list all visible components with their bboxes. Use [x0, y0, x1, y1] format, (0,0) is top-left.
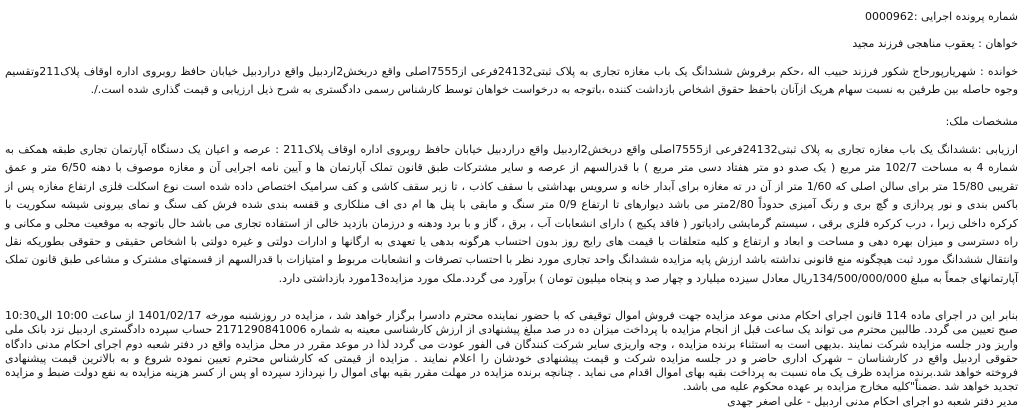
auction-line — [5, 323, 1018, 337]
property-heading — [5, 114, 1018, 130]
line-text: فروخته خواهد شد.برنده مزایده ظرف یک ماه نسبت به پرداخت بقیه بهای اموال اقدام می نماید . چنانچه برنده مزایده در مهلت مقرر بقیه بهای اموال را نپردازد سپرده او پس از کسر هزینه مزایده به نفع دولت ضبط و مزایده — [5, 366, 1018, 380]
plaintiff-line — [5, 36, 1018, 52]
plaintiff-block — [5, 36, 1018, 52]
line-text: تقریبی 15/80 متر برای سالن اصلی که 1/60 متر از آن در ته مغازه برای آبدار خانه و سرویس بهداشتی با سقف کاذب ، تا زیر سقف کاشی و کف سرامیک اختصاص داده شده است نوع اسکلت فلزی ارتفاع مغازه پس از — [5, 179, 1019, 193]
line-text: شماره 4 به مساحت 102/7 متر مربع ( یک صدو دو متر هفتاد دسی متر مربع ) با قدرالسهم از عرصه و سایر مشترکات طبق قانون تملک آپارتمان ها و آیین نامه اجرایی آن و مغازه موصوف با دهنه 6/50 متر و عمق — [5, 161, 1018, 175]
appraisal-line — [5, 141, 1018, 159]
line-text: خوانده : شهریارپورحاج شکور فرزند حبیب اله ،حکم برفروش ششدانگ یک باب مغازه تجاری به پلاک ثبتی24132فرعی از7555اصلی واقع دربخش2اردبیل واقع دراردبیل خیابان حافظ روبروی اداره اوقاف پلاک211وتقسیم — [5, 65, 1018, 78]
plaintiff-text: خواهان : یعقوب مناهجی فرزند مجید — [852, 37, 1018, 50]
auction-line — [5, 352, 1018, 366]
signature-line — [5, 395, 1018, 409]
appraisal-line — [5, 233, 1018, 251]
appraisal-line — [5, 159, 1018, 177]
appraisal-line — [5, 215, 1018, 233]
line-text: راه دسترسی و میزان بهره دهی و مساحت و ابعاد و ارتفاع و کلیه متعلقات با قیمت های رایج روز بدون احتساب هرگونه بدهی یا تعهدی به ارگانها و ادارات دولتی و غیره دولتی با اشخاص حقیقی و حقوقی بطوریکه نقل — [5, 235, 1018, 249]
case-number-text: شماره پرونده اجرایی :0000962 — [864, 10, 1018, 23]
appraisal-line — [5, 178, 1018, 196]
line-text: کرکره داخلی زبرا ، درب کرکره فلزی برقی ، سیستم گرمایشی رادیاتور ( فاقد پکیج ) دارای انشعابات آب ، برق ، گاز و با برد ودهنه و درزمان بازدید خالی از استفاده تجاری می باشد حال باتوجه به موقعیت محلی و مکانی و — [5, 216, 1018, 230]
defendant-line — [5, 63, 1018, 81]
defendant-paragraph — [5, 63, 1018, 99]
auction-line — [5, 309, 1018, 323]
line-text: واریز ودر جلسه مزایده شرکت نمایند .بدیهی است به استثناء برنده مزایده ، وجه واریزی سایر شرکت کنندگان فی الفور عودت می گردد لذا در موعد مقرر در محل مزایده واقع در دفتر شعبه دوم اجرای احکام مدنی دادگاه — [5, 337, 1018, 351]
appraisal-paragraph — [5, 141, 1018, 288]
case-number-block — [5, 9, 1018, 25]
line-text: حقوقی اردبیل واقع در کارشناسان – شهرک اداری حاضر و در جلسه مزایده شرکت و قیمت پیشنهادی خودشان را اعلام نمایند . مزایده از قیمتی که کارشناس محترم تعیین نموده شروع و به بالاترین قیمت پیشنهادی — [5, 351, 1018, 365]
line-text: تجدید خواهد شد .ضمناً"کلیه مخارج مزایده بر عهده محکوم علیه می باشد. — [682, 380, 1018, 394]
auction-line — [5, 380, 1018, 394]
property-heading-text: مشخصات ملک: — [945, 115, 1018, 128]
line-text: بنابر این در اجرای ماده 114 قانون اجرای احکام مدنی موعد مزایده جهت فروش اموال توقیفی که با حضور نماینده محترم دادسرا برگزار خواهد شد ، مزایده در روزشنبه مورخه 1401/02/17 از ساعت 10:00 الی10:30 — [5, 309, 1018, 322]
auction-paragraph — [5, 309, 1018, 409]
appraisal-line — [5, 251, 1018, 269]
line-text: صبح تعیین می گردد. طالبین محترم می تواند یک ساعت قبل از انجام مزایده با پرداخت میزان ده در صد مبلغ پیشنهادی از ارزش کارشناسی معینه به شماره 2171290841006 حساب سپرده دادگستری اردبیل نزد بانک ملی — [5, 323, 1018, 337]
line-text: وانتقال ششدانگ مورد ثبت هیچگونه منع قانونی نداشته باشد ارزش پایه مزایده ششدانگ واحد تجاری مورد نظر با احتساب تصرفات و انشعابات مربوط و امتیازات با قدرالسهم از قسمتهای مشترک و مشاعی طبق قانون تملک — [5, 253, 1018, 267]
signature-text: مدیر دفتر شعبه دو اجرای احکام مدنی اردبیل - علی اصغر جهدی — [727, 394, 1018, 408]
appraisal-line — [5, 270, 1018, 288]
appraisal-line — [5, 196, 1018, 214]
line-text: آپارتمانهای جمعاً به مبلغ 134/500/000/000ریال معادل سیزده میلیارد و چهار صد و پنجاه میلیون تومان ) برآورد می گردد.ملک مورد مزایده13مورد بازداشتی دارد. — [278, 271, 1018, 285]
line-text: وجوه حاصله بین طرفین به نسبت سهام هریک ازآنان باحفظ حقوق اشخاص بازداشت کننده ،باتوجه به درخواست خواهان توسط کارشناس رسمی دادگستری به شرح ذیل ارزیابی و قیمت گذاری شده است./. — [90, 83, 1018, 96]
line-text: ارزیابی :ششدانگ یک باب مغازه تجاری به پلاک ثبتی24132فرعی از7555اصلی واقع دربخش2اردبیل واقع دراردبیل خیابان حافظ روبروی اداره اوقاف پلاک211 : عرصه و اعیان یک دستگاه آپارتمان تجاری طبقه همکف به — [5, 143, 1018, 156]
property-heading-block — [5, 114, 1018, 130]
defendant-line — [5, 81, 1018, 99]
auction-line — [5, 338, 1018, 352]
line-text: باکس بندی و نور پردازی و گچ بری و رنگ آمیزی حدوداً 2/80متر می باشد دیوارهای تا ارتفاع 0/9 متر سنگ و مابقی با پنل ها ام دی اف منلکاری و قفسه بندی شده فرش کف سنگ و نمای بیرونی شیشه سکوریت با — [5, 198, 1019, 212]
auction-line — [5, 366, 1018, 380]
case-number — [5, 9, 1018, 25]
